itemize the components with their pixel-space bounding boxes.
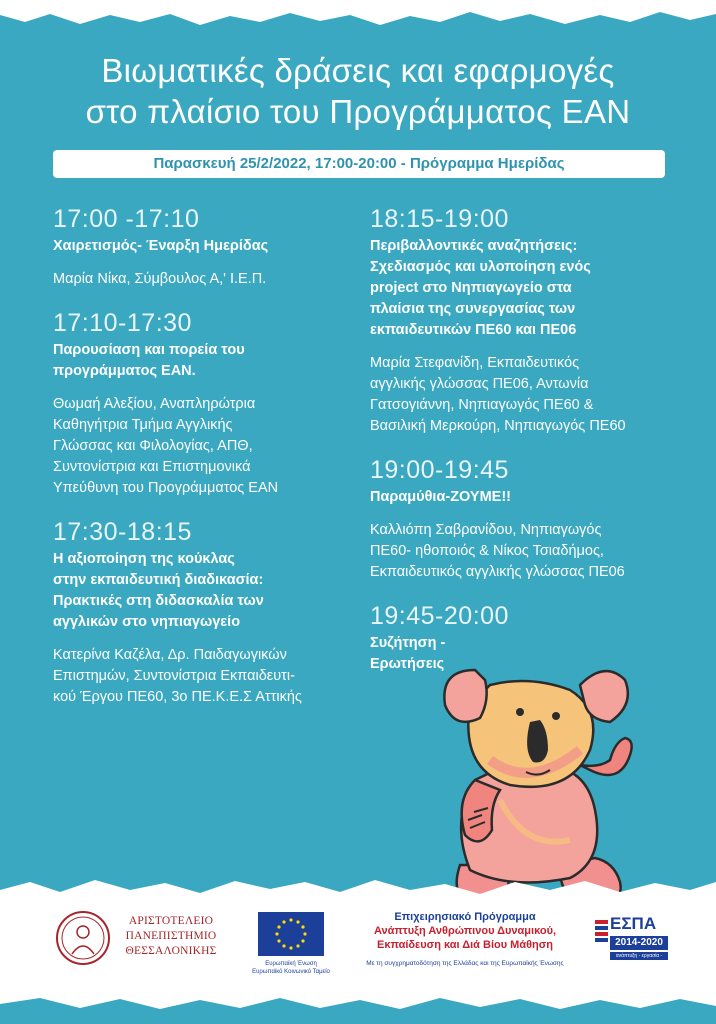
session-time: 17:00 -17:10 [53,205,200,233]
session-speakers: Θωμαή Αλεξίου, Αναπληρώτρια Καθηγήτρια Τμήμα Αγγλικής Γλώσσας και Φιλολογίας, ΑΠΘ, Συντονίστρια και Επιστημονικά Υπεύθυνη του Προγράμματος ΕΑΝ [53,396,279,496]
schedule-left-column [53,204,353,726]
poster-title [0,50,716,132]
schedule-item [370,204,680,437]
auth-name-line: ΠΑΝΕΠΙΣΤΗΜΙΟ [125,930,217,942]
eu-flag-icon [258,912,324,956]
op-cofunding: Με τη συγχρηματοδότηση της Ελλάδας και της Ευρωπαϊκής Ένωσης [366,960,564,967]
session-topic: Παραμύθια-ΖΟΥΜΕ!! [370,489,511,505]
espa-name: ΕΣΠΑ [610,914,657,933]
schedule-right-column [370,204,680,693]
schedule-item [53,517,353,708]
title-line-2: στο πλαίσιο του Προγράμματος ΕΑΝ [85,93,631,130]
espa-years: 2014-2020 [610,936,668,950]
session-time: 19:00-19:45 [370,456,509,484]
session-speakers: Μαρία Νίκα, Σύμβουλος Α,' Ι.Ε.Π. [53,271,267,287]
schedule-item [53,308,353,499]
eu-caption-line: Ευρωπαϊκή Ένωση [265,961,317,967]
title-line-1: Βιωματικές δράσεις και εφαρμογές [101,52,615,89]
sponsor-logos [0,900,716,980]
op-subtitle-1: Ανάπτυξη Ανθρώπινου Δυναμικού, [373,925,557,937]
session-time: 17:30-18:15 [53,518,192,546]
schedule-item [370,455,680,583]
session-topic: Παρουσίαση και πορεία του προγράμματος ΕΑΝ. [53,342,245,379]
torn-paper-top-edge [0,0,716,40]
eu-caption-line: Ευρωπαϊκό Κοινωνικό Ταμείο [252,969,330,975]
session-topic: Συζήτηση - Ερωτήσεις [370,635,446,672]
op-title: Επιχειρησιακό Πρόγραμμα [394,911,536,923]
auth-name-line: ΑΡΙΣΤΟΤΕΛΕΙΟ [128,915,214,927]
eu-caption [250,960,332,976]
session-speakers: Μαρία Στεφανίδη, Εκπαιδευτικός αγγλικής γλώσσας ΠΕ06, Αντωνία Γατσογιάννη, Νηπιαγωγός ΠΕ60 & Βασιλική Μερκούρη, Νηπιαγωγός ΠΕ60 [370,355,626,434]
date-banner: Παρασκευή 25/2/2022, 17:00-20:00 - Πρόγραμμα Ημερίδας [53,150,665,178]
espa-flag-icon [594,918,610,948]
auth-seal-icon [55,910,111,966]
session-topic: Περιβαλλοντικές αναζητήσεις: Σχεδιασμός και υλοποίηση ενός project στο Νηπιαγωγείο στα πλαίσια της συνεργασίας των εκπαιδευτικών ΠΕ60 και ΠΕ06 [370,238,591,338]
session-topic: Η αξιοποίηση της κούκλας στην εκπαιδευτική διαδικασία: Πρακτικές στη διδασκαλία των αγγλικών στο νηπιαγωγείο [53,551,264,630]
session-topic: Χαιρετισμός- Έναρξη Ημερίδας [53,238,269,254]
session-speakers: Κατερίνα Καζέλα, Δρ. Παιδαγωγικών Επιστημών, Συντονίστρια Εκπαιδευτι- κού Έργου ΠΕ60, 3ο ΠΕ.Κ.Ε.Σ Αττικής [53,647,302,705]
espa-tagline: ανάπτυξη - εργασία - αλληλεγγύη [610,952,668,960]
operational-programme [345,910,585,970]
schedule-item [53,204,353,290]
auth-name-line: ΘΕΣΣΑΛΟΝΙΚΗΣ [125,945,217,957]
espa-logo [594,914,668,966]
session-speakers: Καλλιόπη Σαβρανίδου, Νηπιαγωγός ΠΕ60- ηθοποιός & Νίκος Τσιαδήμος, Εκπαιδευτικός αγγλικής γλώσσας ΠΕ06 [370,522,625,580]
session-time: 19:45-20:00 [370,602,509,630]
auth-name [116,914,226,959]
op-subtitle-2: Εκπαίδευση και Διά Βίου Μάθηση [376,939,554,951]
session-time: 17:10-17:30 [53,309,192,337]
session-time: 18:15-19:00 [370,205,509,233]
